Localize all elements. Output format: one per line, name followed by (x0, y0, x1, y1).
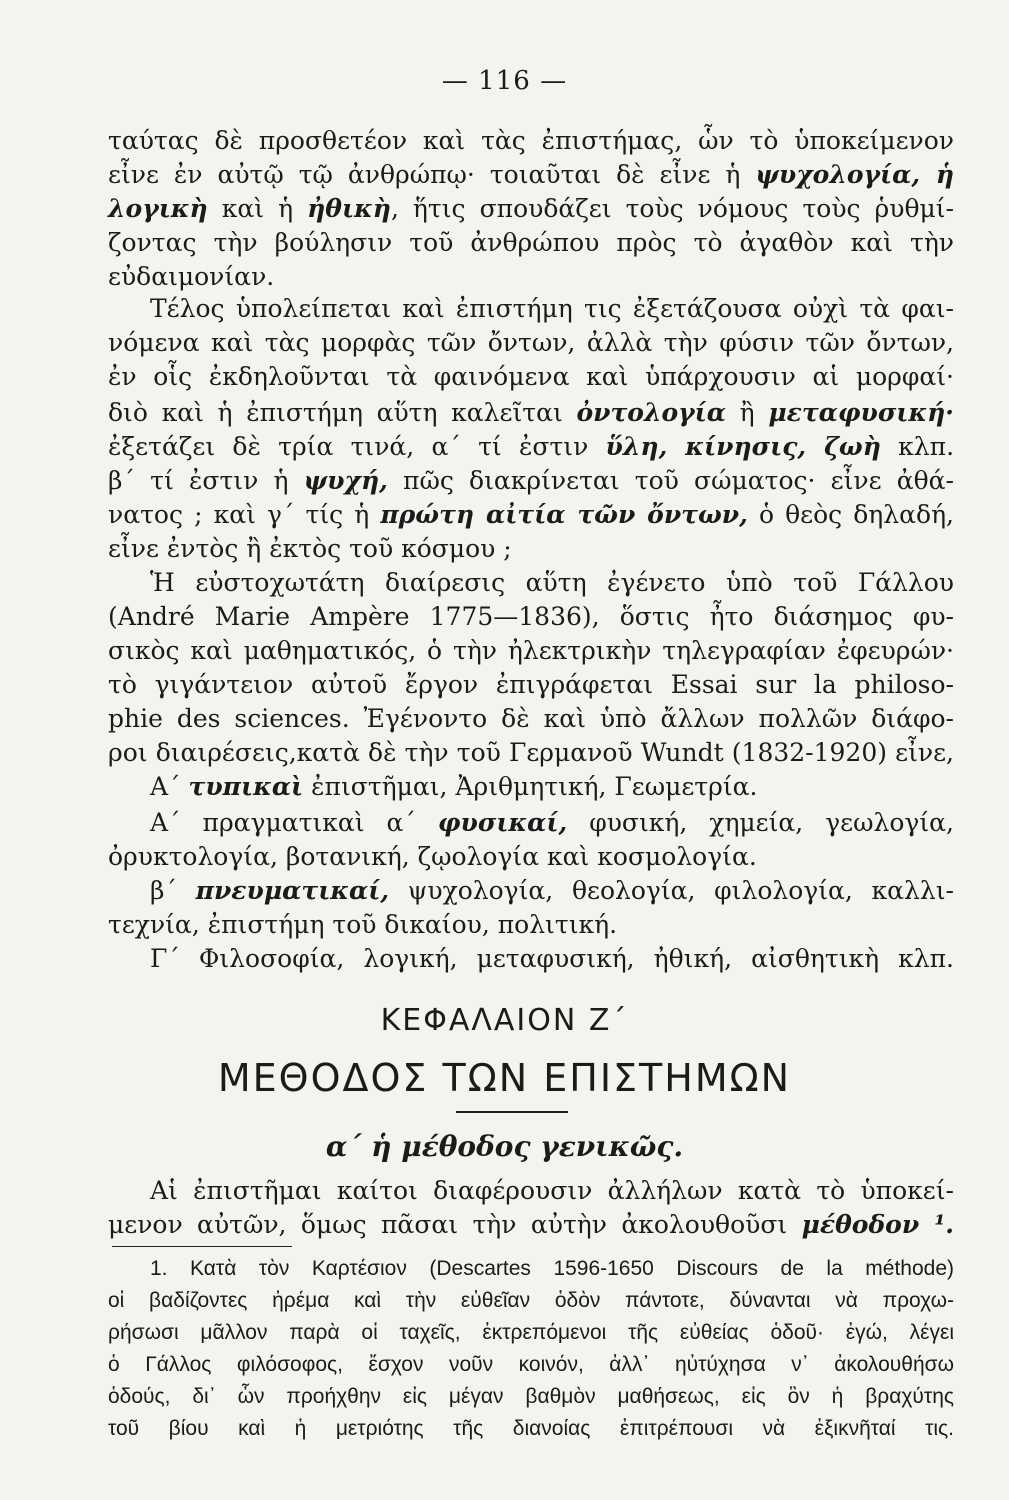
term-method: μέθοδον ¹. (801, 1210, 954, 1239)
footnote-line: ρήσωσι μᾶλλον παρὰ οἱ ταχεῖς, ἐκτρεπόμενοι τῆς εὐθείας ὁδοῦ· ἐγώ, λέγει (108, 1321, 954, 1344)
text-line: phie des sciences. Ἐγένοντο δὲ καὶ ὑπὸ ἄλλων πολλῶν διάφο- (108, 704, 954, 733)
term-ethics: ἠθικὴ (307, 194, 391, 223)
text-line: ἐν οἷς ἐκδηλοῦνται τὰ φαινόμενα καὶ ὑπάρχουσιν αἱ μορφαί· (108, 362, 954, 391)
term-psychology: ψυχολογία, ἡ (755, 160, 954, 189)
footnote-line: ὁδούς, δι᾽ ὧν προήχθην εἰς μέγαν βαθμὸν μαθήσεως, εἰς ὃν ἡ βραχύτης (108, 1385, 954, 1408)
text-line: νατος ; καὶ γ΄ τίς ἡ πρώτη αἰτία τῶν ὄντων, ὁ θεὸς δηλαδή, (108, 500, 954, 529)
text-line: λογικὴ καὶ ἡ ἠθικὴ, ἥτις σπουδάζει τοὺς νόμους τοὺς ῥυθμί- (108, 194, 954, 223)
term-soul: ψυχή, (303, 466, 388, 495)
text-line: ταύτας δὲ προσθετέον καὶ τὰς ἐπιστήμας, ὧν τὸ ὑποκείμενον (108, 126, 954, 155)
title-rule (456, 1111, 568, 1113)
classification-line: Γ΄ Φιλοσοφία, λογική, μεταφυσική, ἠθική, αἰσθητικὴ κλπ. (150, 944, 954, 973)
chapter-title: ΜΕΘΟΔΟΣ ΤΩΝ ΕΠΙΣΤΗΜΩΝ (217, 1056, 792, 1100)
section-subtitle: α΄ ἡ μέθοδος γενικῶς. (325, 1130, 684, 1163)
term-metaphysics: μεταφυσική· (768, 398, 954, 427)
term-formal: τυπικαὶ (188, 772, 304, 801)
term-ontology: ὀντολογία (576, 398, 727, 427)
text-line: διὸ καὶ ἡ ἐπιστήμη αὕτη καλεῖται ὀντολογία ἢ μεταφυσική· (108, 398, 954, 427)
text-line: τὸ γιγάντειον αὐτοῦ ἔργον ἐπιγράφεται Essai sur la philoso- (108, 670, 954, 699)
footnote-line: οἱ βαδίζοντες ἠρέμα καὶ τὴν εὐθεῖαν ὁδὸν πάντοτε, δύνανται νὰ προχω- (108, 1289, 954, 1312)
term-physical: φυσικαί, (437, 808, 568, 837)
page-number: — 116 — (441, 66, 568, 96)
text-line: Τέλος ὑπολείπεται καὶ ἐπιστήμη τις ἐξετάζουσα οὐχὶ τὰ φαι- (150, 294, 954, 323)
text-line: Ἡ εὐστοχωτάτη διαίρεσις αὕτη ἐγένετο ὑπὸ τοῦ Γάλλου (150, 568, 954, 597)
text-line: εἶνε ἐντὸς ἢ ἐκτὸς τοῦ κόσμου ; (108, 534, 512, 563)
classification-line: τεχνία, ἐπιστήμη τοῦ δικαίου, πολιτική. (108, 910, 618, 939)
chapter-label: ΚΕΦΑΛΑΙΟΝ Ζ΄ (380, 1003, 629, 1038)
term-logic: λογικὴ (108, 194, 208, 223)
text-line: νόμενα καὶ τὰς μορφὰς τῶν ὄντων, ἀλλὰ τὴν φύσιν τῶν ὄντων, (108, 328, 954, 357)
text-line: ἐξετάζει δὲ τρία τινά, α΄ τί ἐστιν ὕλη, κίνησις, ζωὴ κλπ. (108, 432, 955, 461)
footnote-line: τοῦ βίου καὶ ἡ μετριότης τῆς διανοίας ἐπιτρέπουσι νὰ ἐξικνῆταί τις. (108, 1417, 954, 1440)
text-line: ζοντας τὴν βούλησιν τοῦ ἀνθρώπου πρὸς τὸ ἀγαθὸν καὶ τὴν (108, 228, 954, 257)
classification-line: Α΄ πραγματικαὶ α΄ φυσικαί, φυσική, χημεία, γεωλογία, (150, 808, 954, 837)
footnote-line: 1. Κατὰ τὸν Καρτέσιον (Descartes 1596-1650 Discours de la méthode) (150, 1257, 954, 1280)
term-spiritual: πνευματικαί, (195, 876, 390, 905)
footnote-line: ὁ Γάλλος φιλόσοφος, ἔσχον νοῦν κοινόν, ἀλλ᾽ ηὐτύχησα ν᾽ ἀκολουθήσω (108, 1353, 954, 1376)
classification-line: ὀρυκτολογία, βοτανική, ζῳολογία καὶ κοσμολογία. (108, 842, 757, 871)
text-line: ροι διαιρέσεις,κατὰ δὲ τὴν τοῦ Γερμανοῦ Wundt (1832-1920) εἶνε, (108, 738, 954, 767)
text-line: μενον αὐτῶν, ὅμως πᾶσαι τὴν αὐτὴν ἀκολουθοῦσι μέθοδον ¹. (108, 1210, 954, 1239)
text-line: (André Marie Ampère 1775—1836), ὅστις ἦτο διάσημος φυ- (108, 602, 954, 631)
text-line: Αἱ ἐπιστῆμαι καίτοι διαφέρουσιν ἀλλήλων κατὰ τὸ ὑποκεί- (150, 1176, 954, 1205)
term-first-cause: πρώτη αἰτία τῶν ὄντων, (380, 500, 748, 529)
text-line: β΄ τί ἐστιν ἡ ψυχή, πῶς διακρίνεται τοῦ σώματος· εἶνε ἀθά- (108, 466, 954, 495)
text-line: εἶνε ἐν αὐτῷ τῷ ἀνθρώπῳ· τοιαῦται δὲ εἶνε ἡ ψυχολογία, ἡ (108, 160, 954, 189)
term-matter-motion-life: ὕλη, κίνησις, ζωὴ (605, 432, 881, 461)
text-line: σικὸς καὶ μαθηματικός, ὁ τὴν ἠλεκτρικὴν τηλεγραφίαν ἐφευρών· (108, 636, 954, 665)
classification-line: β΄ πνευματικαί, ψυχολογία, θεολογία, φιλολογία, καλλι- (150, 876, 954, 905)
classification-line: Α΄ τυπικαὶ ἐπιστῆμαι, Ἀριθμητική, Γεωμετρία. (150, 772, 758, 801)
footnote-rule (112, 1246, 292, 1247)
text-line: εὐδαιμονίαν. (108, 262, 275, 291)
